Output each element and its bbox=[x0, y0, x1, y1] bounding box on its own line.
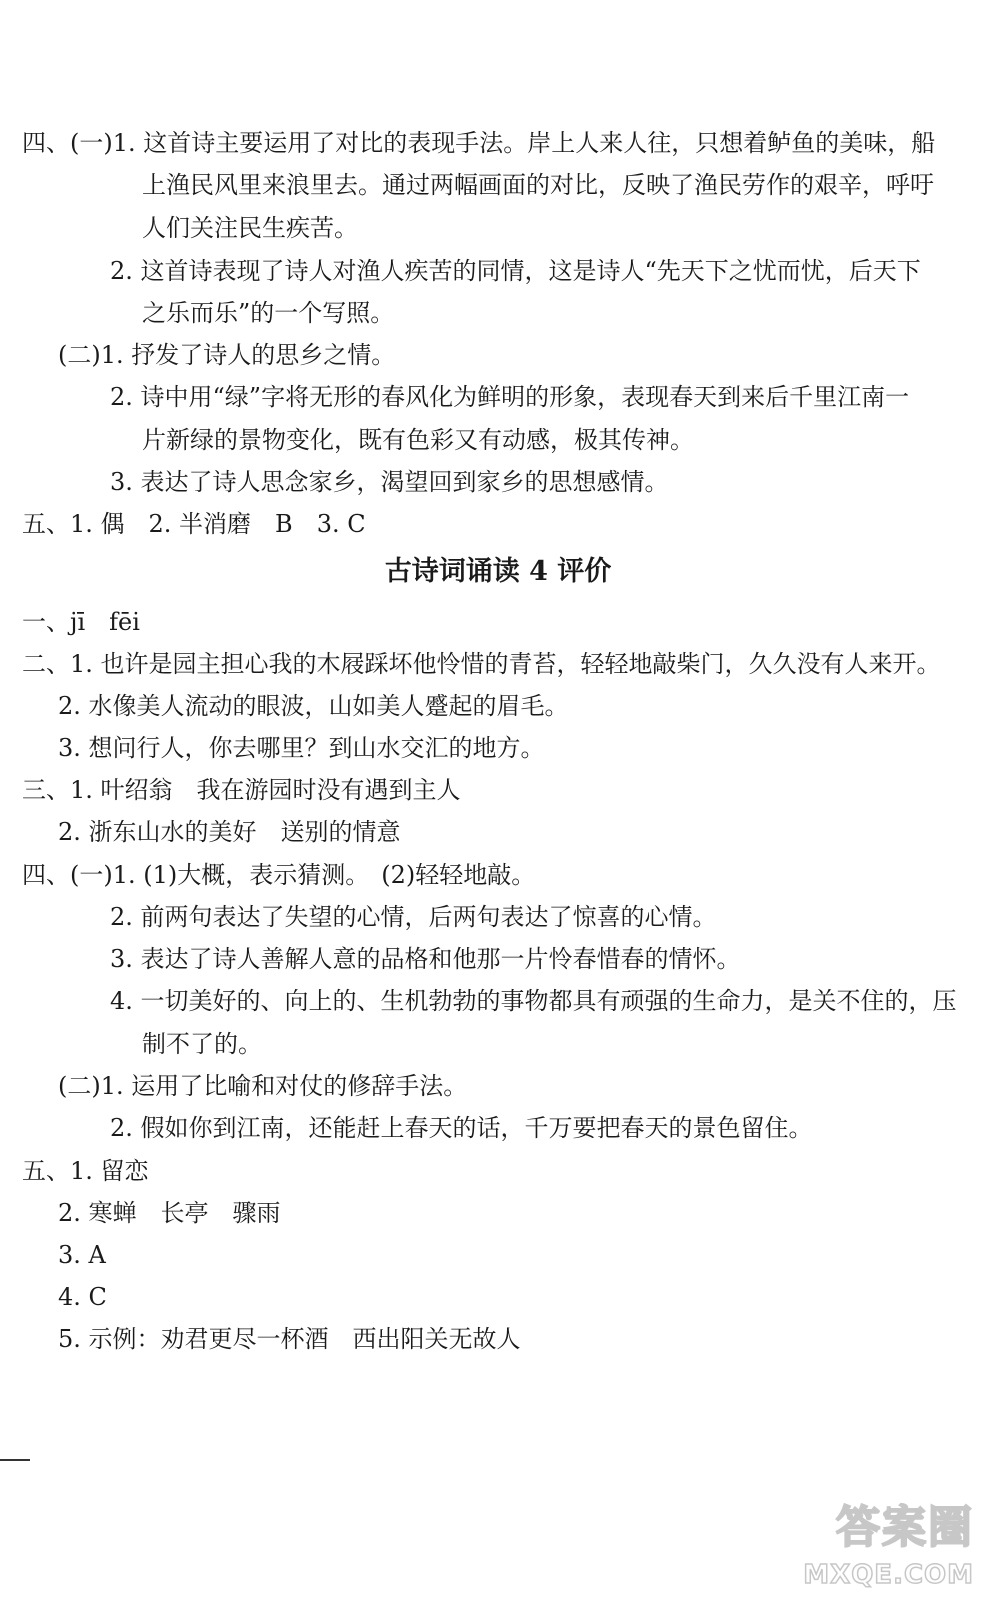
answer-4b-1: (二)1. 抒发了诗人的思乡之情。 bbox=[58, 341, 396, 369]
answer-4b-1-second: (二)1. 运用了比喻和对仗的修辞手法。 bbox=[58, 1072, 468, 1100]
answer-5-1: 五、1. 留恋 bbox=[22, 1157, 149, 1185]
answer-4b-2-line-1: 2. 诗中用“绿”字将无形的春风化为鲜明的形象，表现春天到来后千里江南一 bbox=[110, 383, 910, 411]
answer-5-2: 2. 寒蝉 长亭 骤雨 bbox=[58, 1199, 281, 1227]
answer-2-3: 3. 想问行人，你去哪里？到山水交汇的地方。 bbox=[58, 734, 545, 762]
answer-4b-2-line-2: 片新绿的景物变化，既有色彩又有动感，极其传神。 bbox=[142, 426, 694, 454]
section-title: 古诗词诵读 4 评价 bbox=[384, 556, 612, 587]
answer-4a-4-line-1: 4. 一切美好的、向上的、生机勃勃的事物都具有顽强的生命力，是关不住的，压 bbox=[110, 987, 957, 1015]
answer-2-2: 2. 水像美人流动的眼波，山如美人蹙起的眉毛。 bbox=[58, 692, 569, 720]
answer-5: 五、1. 偶 2. 半消磨 B 3. C bbox=[22, 510, 366, 538]
watermark-bottom-text: MXQE.COM bbox=[803, 1560, 974, 1590]
watermark-top-text: 答案圈 bbox=[836, 1502, 974, 1553]
answer-4-1-line-1: 四、(一)1. 这首诗主要运用了对比的表现手法。岸上人来人往，只想着鲈鱼的美味，船 bbox=[22, 129, 936, 157]
answer-4a-2: 2. 前两句表达了失望的心情，后两句表达了惊喜的心情。 bbox=[110, 903, 717, 931]
answer-4-2-line-2: 之乐而乐”的一个写照。 bbox=[142, 299, 395, 327]
answer-4a-3: 3. 表达了诗人善解人意的品格和他那一片怜春惜春的情怀。 bbox=[110, 945, 741, 973]
answer-4b-3: 3. 表达了诗人思念家乡，渴望回到家乡的思想感情。 bbox=[110, 468, 669, 496]
answer-4-1-line-2: 上渔民风里来浪里去。通过两幅画面的对比，反映了渔民劳作的艰辛，呼吁 bbox=[142, 171, 934, 199]
answer-5-4: 4. C bbox=[58, 1283, 107, 1311]
answer-4-2-line-1: 2. 这首诗表现了诗人对渔人疾苦的同情，这是诗人“先天下之忧而忧，后天下 bbox=[110, 257, 921, 285]
answer-5-5: 5. 示例：劝君更尽一杯酒 西出阳关无故人 bbox=[58, 1325, 521, 1353]
answer-4a-4-line-2: 制不了的。 bbox=[142, 1030, 262, 1058]
answer-1-pinyin: 一、jī fēi bbox=[22, 608, 140, 636]
answer-2-1: 二、1. 也许是园主担心我的木屐踩坏他怜惜的青苔，轻轻地敲柴门，久久没有人来开。 bbox=[22, 650, 941, 678]
answer-4-1-line-3: 人们关注民生疾苦。 bbox=[142, 214, 358, 242]
watermark-logo bbox=[790, 1500, 980, 1592]
page-bottom-rule bbox=[0, 1459, 30, 1461]
answer-4b-2-second: 2. 假如你到江南，还能赶上春天的话，千万要把春天的景色留住。 bbox=[110, 1114, 813, 1142]
answer-3-2: 2. 浙东山水的美好 送别的情意 bbox=[58, 818, 401, 846]
answer-3-1: 三、1. 叶绍翁 我在游园时没有遇到主人 bbox=[22, 776, 461, 804]
answer-5-3: 3. A bbox=[58, 1241, 106, 1269]
answer-4a-1: 四、(一)1. (1)大概，表示猜测。 (2)轻轻地敲。 bbox=[22, 861, 536, 889]
